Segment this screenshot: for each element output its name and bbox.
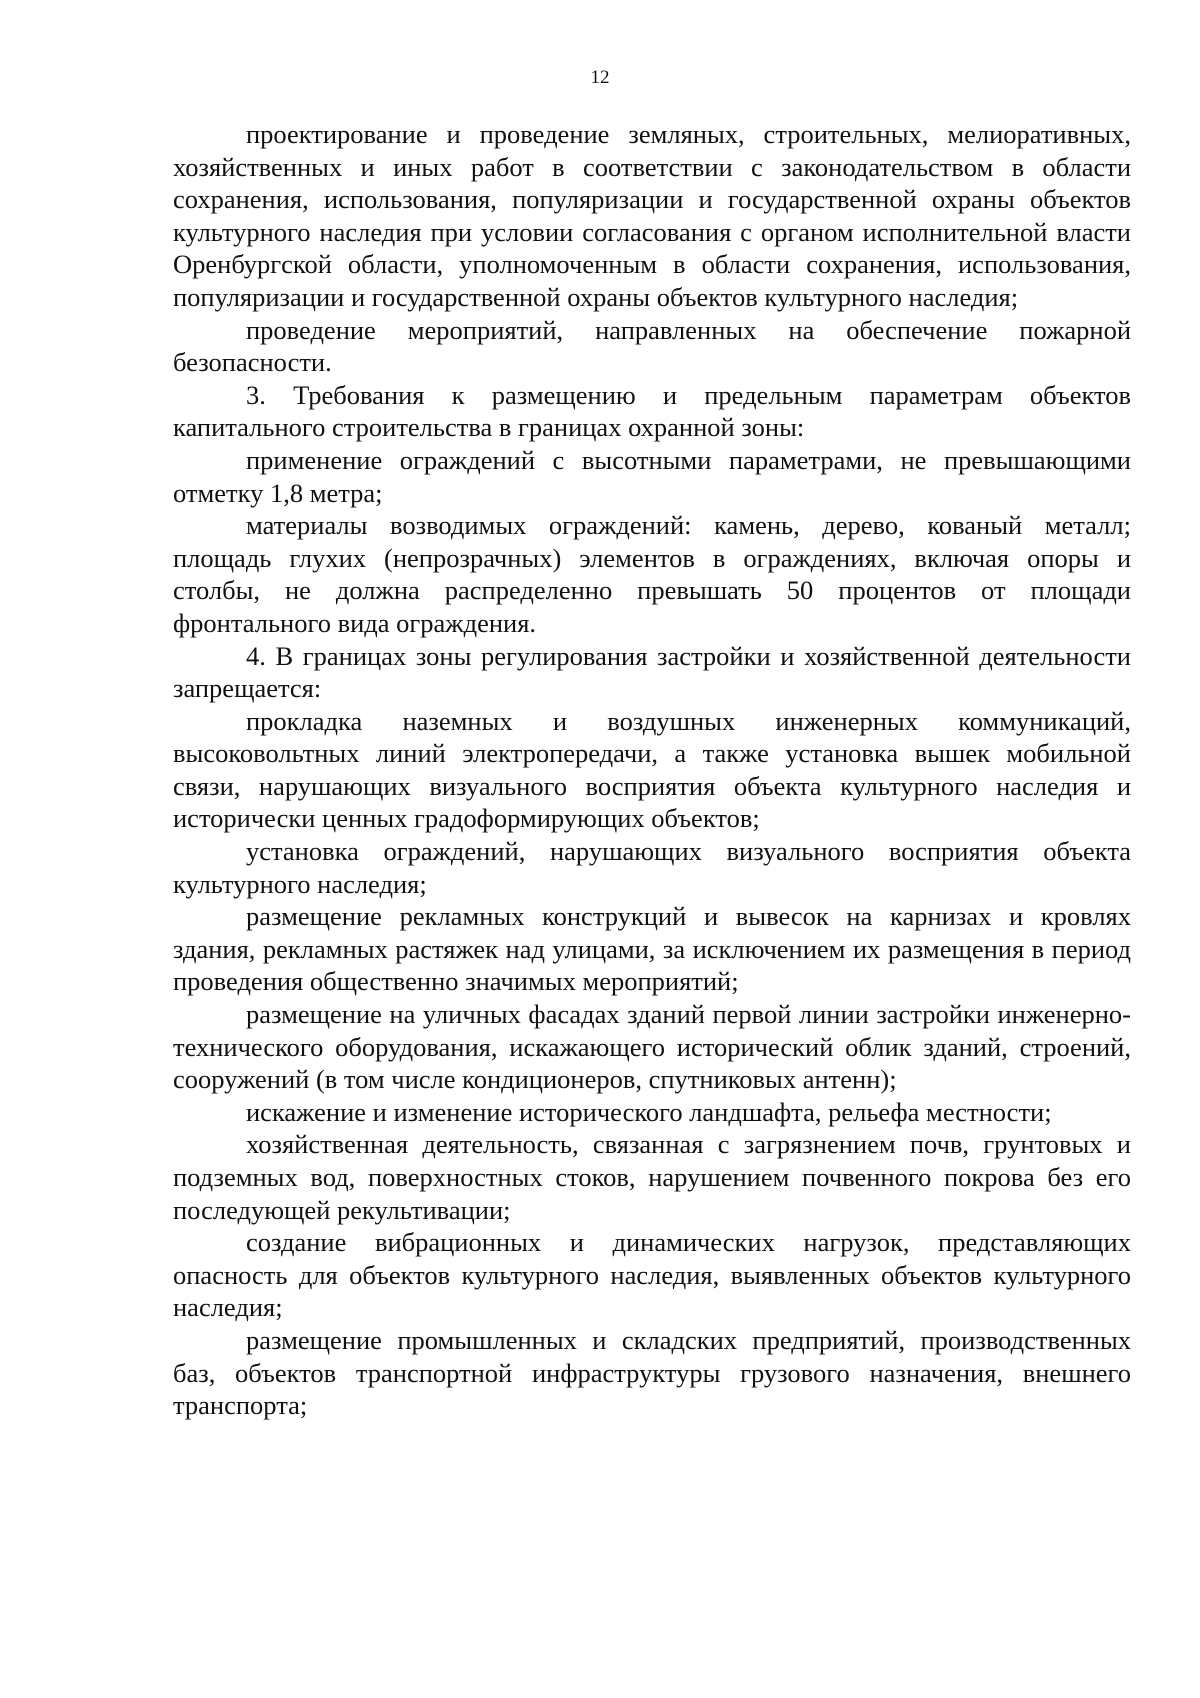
paragraph-section-3-heading: 3. Требования к размещению и предельным параметрам объектов капитального строительства в границах охранной зоны: [173,379,1131,443]
page-number: 12 [590,67,610,88]
paragraph-advertising: размещение рекламных конструкций и вывесок на карнизах и кровлях здания, рекламных растяжек над улицами, за исключением их размещения в период проведения общественно значимых мероприятий; [173,901,1131,997]
paragraph-fire-safety: проведение мероприятий, направленных на обеспечение пожарной безопасности. [173,314,1131,378]
paragraph-utility-lines: прокладка наземных и воздушных инженерных коммуникаций, высоковольтных линий электропередачи, а также установка вышек мобильной связи, нарушающих визуального восприятия объекта культурного наследия и исторически ценных градоформирующих объектов; [173,705,1131,834]
paragraph-fence-height: применение ограждений с высотными параметрами, не превышающими отметку 1,8 метра; [173,444,1131,508]
paragraph-fence-installation: установка ограждений, нарушающих визуального восприятия объекта культурного наследия; [173,836,1131,899]
paragraph-earthworks: проектирование и проведение земляных, строительных, мелиоративных, хозяйственных и иных работ в соответствии с законодательством в области сохранения, использования, популяризации и государственной охраны объектов культурного наследия при условии согласования с органом исполнительной власти Оренбургской области, уполномоченным в области сохранения, использования, популяризации и государственной охраны объектов культурного наследия; [173,119,1131,312]
paragraph-facade-equipment: размещение на уличных фасадах зданий первой линии застройки инженерно-технического оборудования, искажающего исторический облик зданий, строений, сооружений (в том числе кондиционеров, спутниковых антенн); [173,999,1131,1095]
paragraph-fence-materials: материалы возводимых ограждений: камень, дерево, кованый металл; площадь глухих (непрозрачных) элементов в ограждениях, включая опоры и столбы, не должна распределенно превышать 50 процентов от площади фронтального вида ограждения. [173,510,1131,638]
document-body [173,118,1131,1422]
paragraph-soil-pollution: хозяйственная деятельность, связанная с загрязнением почв, грунтовых и подземных вод, поверхностных стоков, нарушением почвенного покрова без его последующей рекультивации; [173,1129,1131,1225]
paragraph-landscape: искажение и изменение исторического ландшафта, рельефа местности; [246,1096,1052,1127]
paragraph-section-4-heading: 4. В границах зоны регулирования застройки и хозяйственной деятельности запрещается: [173,640,1131,704]
paragraph-vibration: создание вибрационных и динамических нагрузок, представляющих опасность для объектов культурного наследия, выявленных объектов культурного наследия; [173,1227,1131,1323]
paragraph-industrial: размещение промышленных и складских предприятий, производственных баз, объектов транспортной инфраструктуры грузового назначения, внешнего транспорта; [173,1324,1131,1421]
